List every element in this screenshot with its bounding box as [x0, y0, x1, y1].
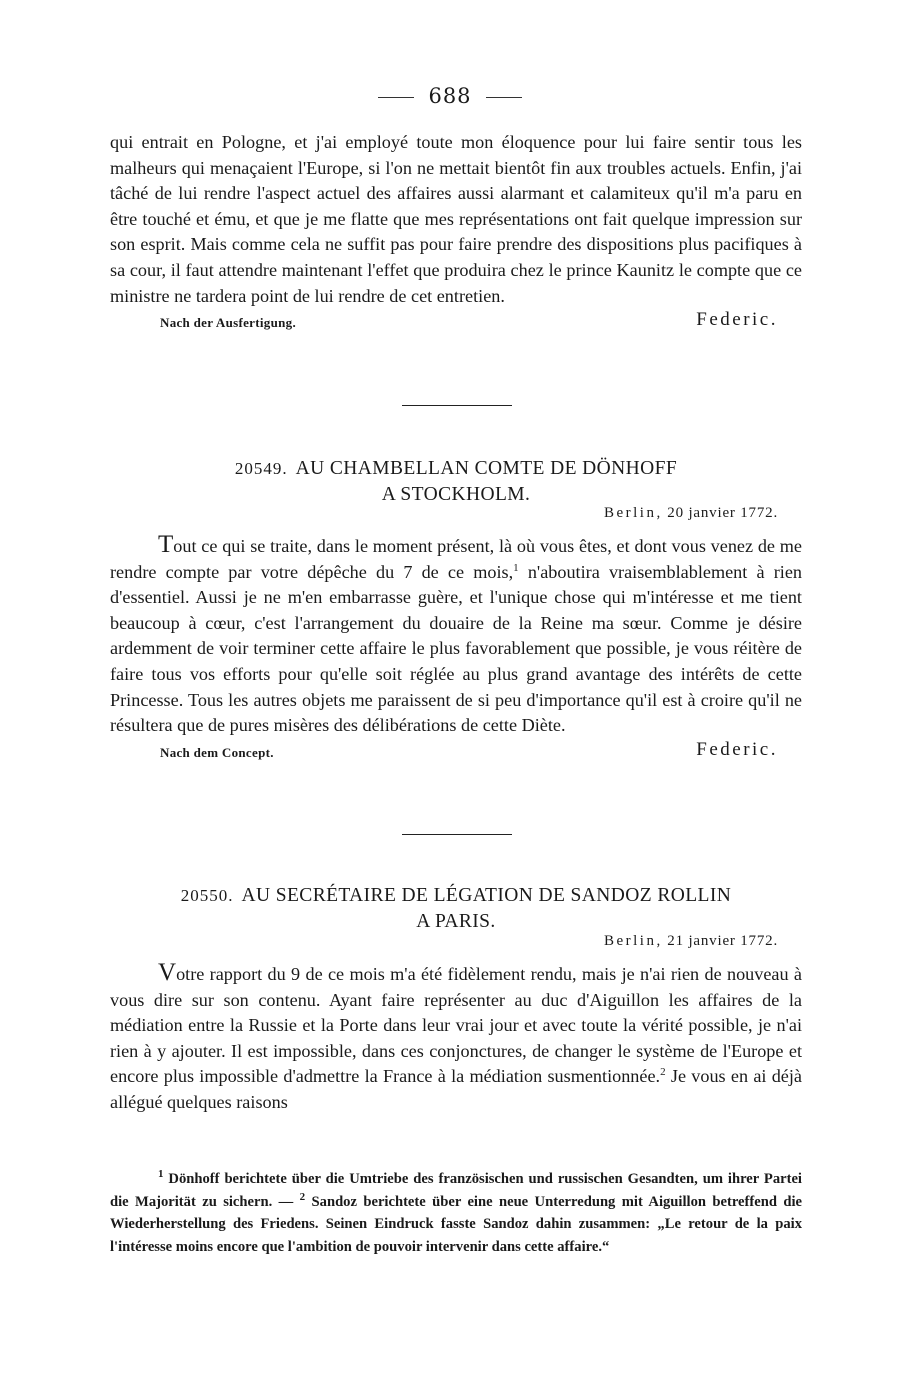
- letter1-title-line1: [110, 456, 802, 482]
- letter2-date: [604, 933, 778, 950]
- footnote-text: [110, 1168, 802, 1258]
- continuation-source: Nach der Ausfertigung.: [160, 315, 297, 331]
- letter2-heading: [110, 883, 802, 935]
- letter1-number: 20549.: [234, 459, 288, 478]
- page-header: [0, 84, 900, 108]
- letter1-date-place: Berlin,: [603, 505, 663, 521]
- letter1-date-value: 20 janvier 1772.: [667, 505, 778, 521]
- letter2-footnote-mark: 2: [660, 1066, 666, 1079]
- letter1-text: [110, 532, 802, 739]
- letter2-date-value: 21 janvier 1772.: [667, 933, 778, 949]
- separator-rule-1: [402, 405, 512, 406]
- letter2-title-line2: A PARIS.: [416, 911, 496, 932]
- continuation-block: [110, 130, 802, 333]
- header-dash-right: [486, 97, 522, 98]
- letter1-source: Nach dem Concept.: [160, 744, 274, 760]
- letter2-title: AU SECRÉTAIRE DE LÉGATION DE SANDOZ ROLLIN: [241, 885, 732, 906]
- letter2-title-line1: [110, 883, 802, 909]
- continuation-signature: Federic.: [696, 309, 778, 331]
- letter1-date: [604, 505, 778, 522]
- letter2-text-part2: Je vous en ai déjà allégué quelques raisons: [110, 1066, 802, 1112]
- continuation-footer: [110, 309, 802, 333]
- letter1-title: AU CHAMBELLAN COMTE DE DÖNHOFF: [295, 458, 678, 479]
- letter1-heading: [110, 456, 802, 508]
- letter1-body: [110, 532, 802, 763]
- letter1-signature: Federic.: [696, 738, 778, 760]
- footnote-1-text: Dönhoff berichtete über die Umtriebe des französischen und russischen Gesandten, um ihrer Partei die Majorität zu sichern. —: [110, 1171, 802, 1210]
- footnotes: [110, 1168, 802, 1258]
- footnote-2-text: Sandoz berichtete über eine neue Unterredung mit Aiguillon betreffend die Wiederherstellung des Friedens. Seinen Eindruck fasste Sandoz dahin zusammen: „Le retour de la paix l'intéresse moins encore que l'ambition de pouvoir intervenir dans cette affaire.“: [110, 1193, 803, 1255]
- page-number: 688: [428, 84, 472, 108]
- letter2-initial: V: [158, 959, 177, 986]
- letter2-body: [110, 960, 802, 1116]
- letter1-initial: T: [158, 531, 174, 558]
- letter2-text-part1: otre rapport du 9 de ce mois m'a été fidèlement rendu, mais je n'ai rien de nouveau à vous dire sur son contenu. Ayant faire représenter au duc d'Aiguillon les affaires de la médiation entre la Russie et la Porte dans leur vrai jour et avec toute la vérité possible, je n'ai rien à y ajouter. Il est impossible, dans ces conjonctures, de changer le système de l'Europe et encore plus impossible d'admettre la France à la médiation susmentionnée.: [110, 964, 802, 1087]
- letter1-title-line2: A STOCKHOLM.: [381, 484, 531, 505]
- letter1-text-part1: out ce qui se traite, dans le moment présent, là où vous êtes, et dont vous venez de me rendre compte par votre dépêche du 7 de ce mois,: [110, 536, 802, 582]
- letter1-footnote-mark: 1: [513, 561, 519, 574]
- footnote-2-mark: 2: [299, 1190, 306, 1203]
- separator-rule-2: [402, 834, 512, 835]
- footnote-1-mark: 1: [158, 1168, 164, 1181]
- letter2-number: 20550.: [180, 886, 234, 905]
- letter1-footer: [110, 739, 802, 763]
- letter1-text-part2: n'aboutira vraisemblablement à rien d'essentiel. Aussi je ne m'en embarrasse guère, et l'unique chose qui m'intéresse et me tient beaucoup à cœur, c'est l'arrangement du douaire de la Reine ma sœur. Comme je désire ardemment de voir terminer cette affaire le plus favorablement que possible, je vous réitère de faire tous vos efforts pour qu'elle soit réglée au plus grand avantage des intérêts de cette Princesse. Tous les autres objets me paraissent de si peu d'importance qu'il est à croire qu'il ne résultera que de pures misères des délibérations de cette Diète.: [110, 561, 803, 736]
- header-dash-left: [378, 97, 414, 98]
- continuation-text: qui entrait en Pologne, et j'ai employé toute mon éloquence pour lui faire sentir tous les malheurs qui menaçaient l'Europe, si l'on ne mettait bientôt fin aux troubles actuels. Enfin, j'ai tâché de lui rendre l'aspect actuel des affaires aussi alarmant et calamiteux qu'il m'a paru en être touché et ému, et que je me flatte que mes représentations ont fait quelque impression sur son esprit. Mais comme cela ne suffit pas pour faire prendre des dispositions plus pacifiques à sa cour, il faut attendre maintenant l'effet que produira chez le prince Kaunitz le compte que ce ministre ne tardera point de lui rendre de cet entretien.: [110, 132, 802, 306]
- letter2-text: [110, 960, 802, 1116]
- letter2-date-place: Berlin,: [603, 933, 663, 949]
